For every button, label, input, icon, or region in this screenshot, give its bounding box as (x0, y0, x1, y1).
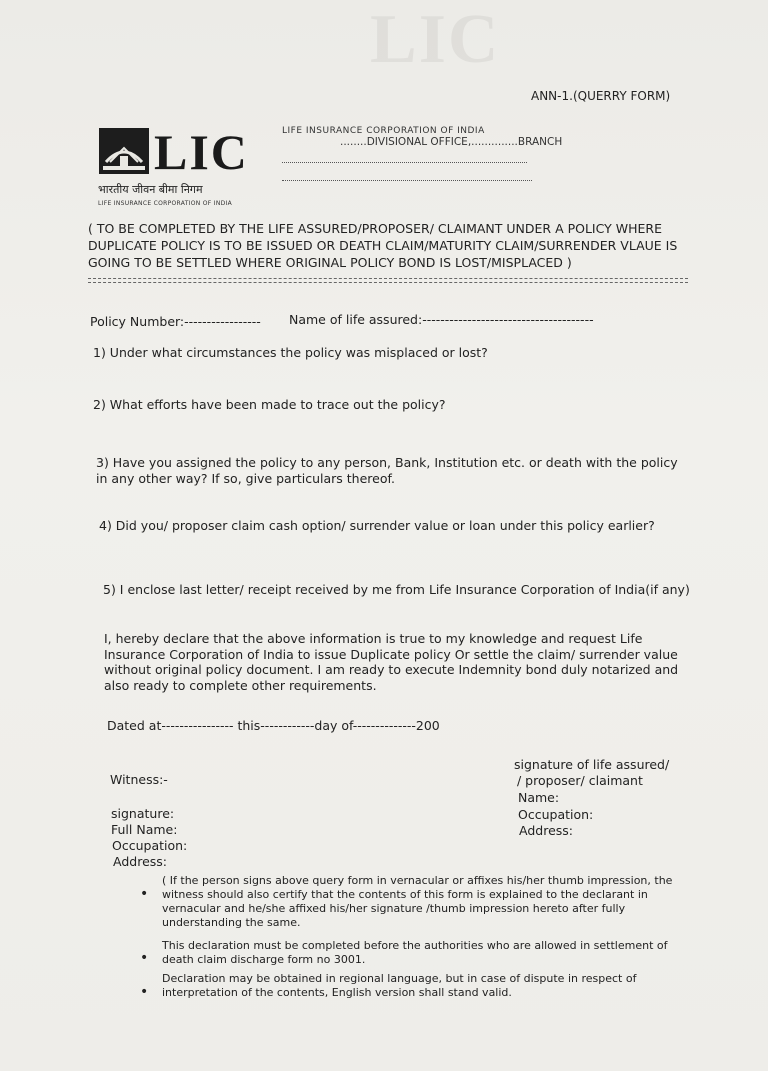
address-line-2 (282, 180, 532, 181)
witness-occupation: Occupation: (112, 838, 188, 853)
question-1: 1) Under what circumstances the policy was misplaced or lost? (93, 345, 488, 360)
witness-signature: signature: (111, 806, 175, 821)
name-assured-field: Name of life assured:-------------------------------------- (289, 312, 594, 327)
signatory-title-2: / proposer/ claimant (517, 773, 643, 788)
annexure-label: ANN-1.(QUERRY FORM) (531, 89, 671, 103)
question-3: 3) Have you assigned the policy to any person, Bank, Institution etc. or death with the policy in any other way? If so, give particulars thereof. (96, 455, 678, 486)
logo-hindi: भारतीय जीवन बीमा निगम (98, 183, 203, 196)
office-line: ........DIVISIONAL OFFICE,..............BRANCH (340, 136, 563, 148)
bullet-icon: • (140, 950, 149, 966)
declaration: I, hereby declare that the above information is true to my knowledge and request Life Insurance Corporation of India to issue Duplicate policy Or settle the claim/ surrender value without original policy document. I am ready to execute Indemnity bond duly notarized and also ready to complete other requirements. (104, 631, 679, 693)
address-line-1 (282, 162, 527, 163)
org-name: LIFE INSURANCE CORPORATION OF INDIA (282, 126, 485, 136)
logo-english: LIFE INSURANCE CORPORATION OF INDIA (98, 200, 232, 207)
logo-text: LIC (154, 124, 249, 180)
dated-line: Dated at---------------- this------------day of--------------200 (107, 718, 440, 733)
question-4: 4) Did you/ proposer claim cash option/ surrender value or loan under this policy earlier? (99, 518, 655, 533)
note-1: ( If the person signs above query form in vernacular or affixes his/her thumb impression, the witness should also certify that the contents of this form is explained to the declarant in vernacular and he/she affixed his/her signature /thumb impression hereto after fully understanding the same. (162, 874, 673, 929)
witness-full-name: Full Name: (111, 822, 178, 837)
witness-title: Witness:- (110, 772, 168, 787)
policy-number-field: Policy Number:----------------- (90, 314, 261, 329)
lic-logo (98, 122, 258, 208)
divider (88, 278, 688, 283)
signatory-title-1: signature of life assured/ (514, 757, 670, 772)
lic-emblem-icon (98, 126, 150, 178)
signatory-name: Name: (518, 790, 560, 805)
question-2: 2) What efforts have been made to trace out the policy? (93, 397, 446, 412)
intro-text: ( TO BE COMPLETED BY THE LIFE ASSURED/PROPOSER/ CLAIMANT UNDER A POLICY WHERE DUPLICATE POLICY IS TO BE ISSUED OR DEATH CLAIM/MATURITY CLAIM/SURRENDER VLAUE IS GOING TO BE SETTLED WHERE ORIGINAL POLICY BOND IS LOST/MISPLACED ) (88, 221, 678, 270)
signatory-occupation: Occupation: (518, 807, 594, 822)
bullet-icon: • (140, 886, 149, 902)
note-3: Declaration may be obtained in regional language, but in case of dispute in respect of interpretation of the contents, English version shall stand valid. (162, 972, 637, 999)
witness-address: Address: (113, 854, 167, 869)
question-5: 5) I enclose last letter/ receipt received by me from Life Insurance Corporation of India(if any) (103, 582, 690, 597)
signatory-address: Address: (519, 823, 573, 838)
watermark-logo: LIC (370, 1, 501, 78)
bullet-icon: • (140, 984, 149, 1000)
note-2: This declaration must be completed before the authorities who are allowed in settlement of death claim discharge form no 3001. (162, 939, 668, 966)
